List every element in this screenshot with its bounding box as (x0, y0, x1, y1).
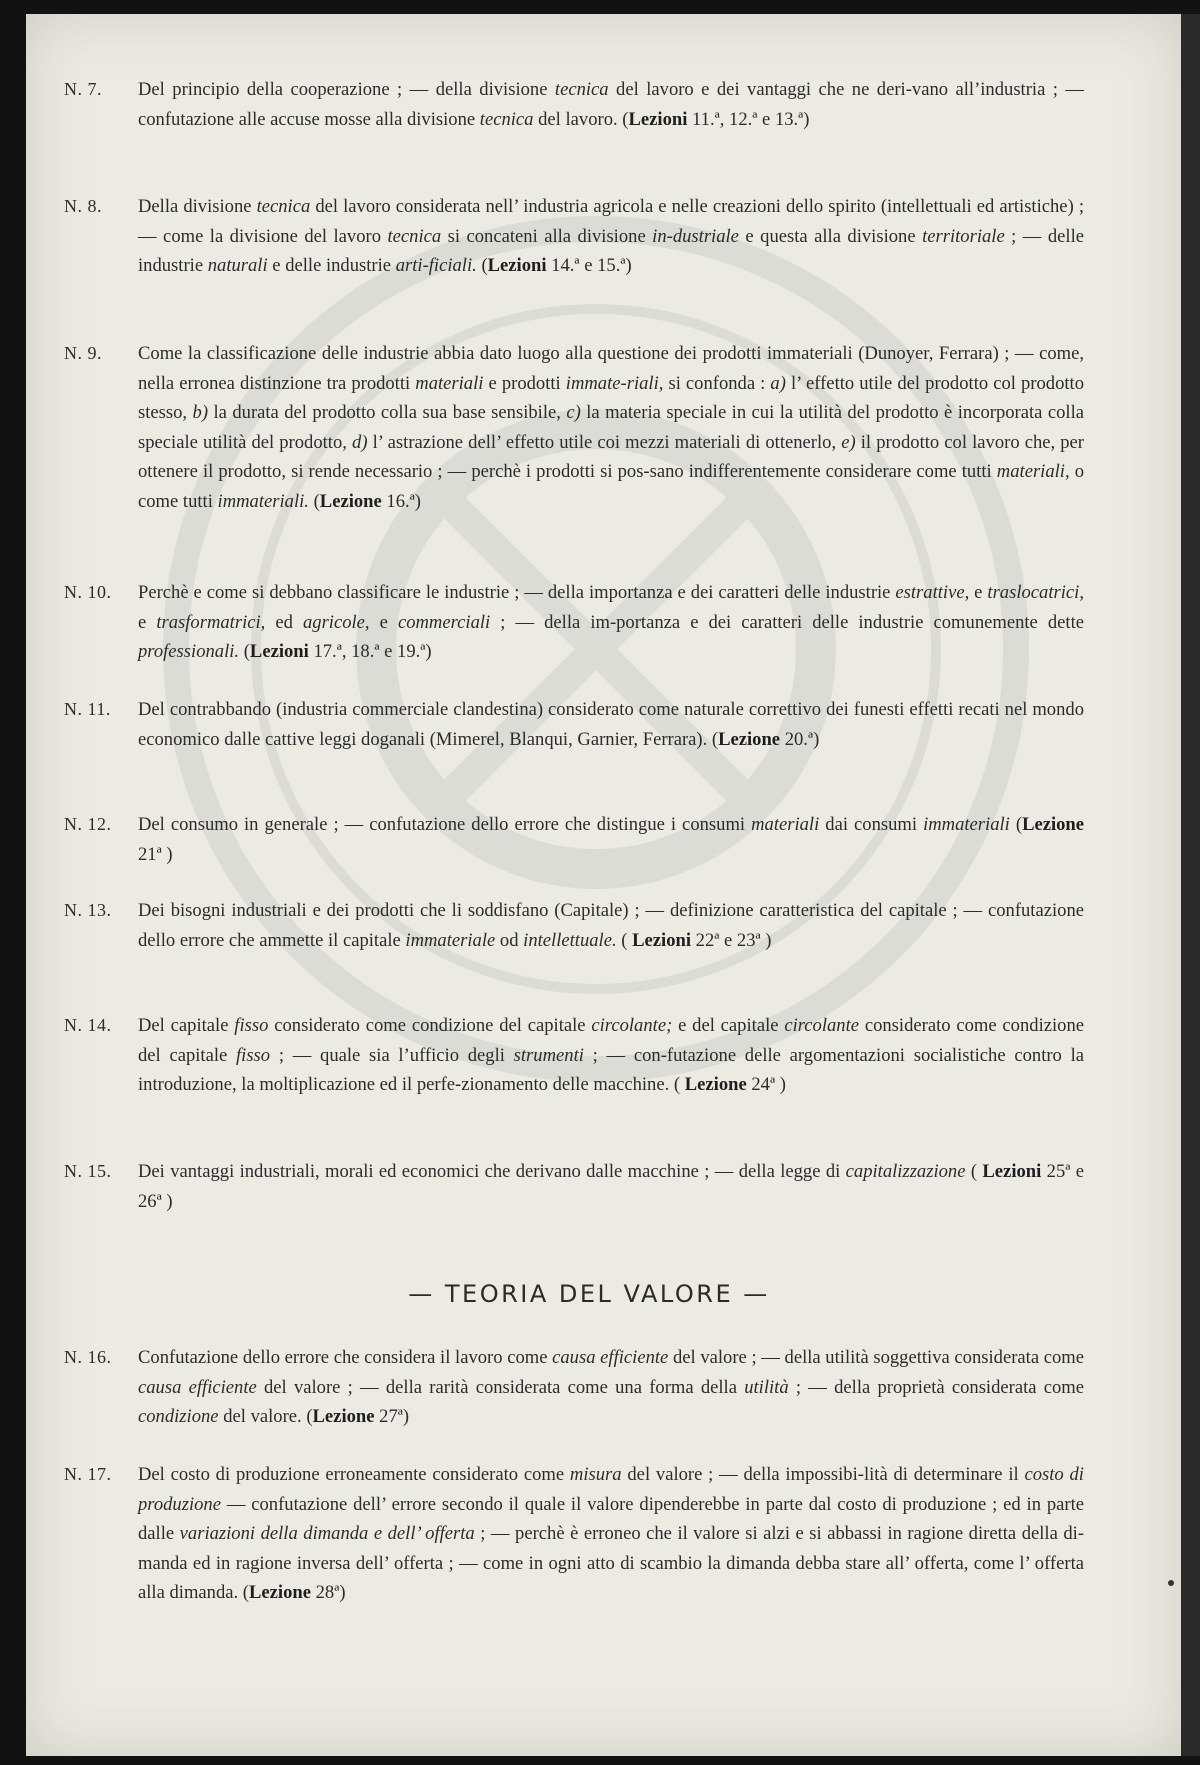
entry-text: Del contrabbando (industria commerciale clandestina) considerato come naturale correttivo dei funesti effetti recati nel mondo economico dalle cattive leggi doganali (Mimerel, Blanqui, Garnier, Ferrara). (Lezione 20.ª) (138, 699, 1084, 750)
entry-text: Del consumo in generale ; — confutazione dello errore che distingue i consumi materiali dai consumi immateriali (Lezione 21ª ) (138, 814, 1085, 865)
entry-number: N. 14. (64, 1015, 112, 1035)
entry-number: N. 13. (64, 900, 112, 920)
entry-text: Perchè e come si debbano classificare le industrie ; — della importanza e dei caratteri delle industrie estrattive, e traslocatrici, e trasformatrici, ed agricole, e commerciali ; — della im-portanza e dei caratteri delle industrie comunemente dette professionali. (Lezioni 17.ª, 18.ª e 19.ª) (138, 582, 1084, 662)
entry-number: N. 12. (64, 814, 112, 834)
entry-text: Dei vantaggi industriali, morali ed economici che derivano dalle macchine ; — della legge di capitalizzazione ( Lezioni 25ª e 26ª ) (138, 1161, 1084, 1212)
entry-text: Del capitale fisso considerato come condizione del capitale circolante; e del capitale circolante considerato come condizione del capitale fisso ; — quale sia l’ufficio degli strumenti ; — con-futazione delle argomentazioni socialistiche contro la introduzione, la moltiplicazione ed il perfe-zionamento delle macchine. ( Lezione 24ª ) (138, 1015, 1085, 1095)
entry-number: N. 7. (64, 79, 102, 99)
ink-spot (1168, 1580, 1174, 1586)
document-sheet (26, 14, 1181, 1756)
entry-text: Confutazione dello errore che considera il lavoro come causa efficiente del valore ; — della utilità soggettiva considerata come causa efficiente del valore ; — della rarità considerata come una forma della utilità ; — della proprietà considerata come condizione del valore. (Lezione 27ª) (138, 1347, 1085, 1427)
entry-text: Come la classificazione delle industrie abbia dato luogo alla questione dei prodotti immateriali (Dunoyer, Ferrara) ; — come, nella erronea distinzione tra prodotti materiali e prodotti immate-riali, si confonda : a) l’ effetto utile del prodotto col prodotto stesso, b) la durata del prodotto colla sua base sensibile, c) la materia speciale in cui la utilità del prodotto è incorporata colla speciale utilità del prodotto, d) l’ astrazione dell’ effetto utile coi mezzi materiali di ottenerlo, e) il prodotto col lavoro che, per ottenere il prodotto, si rende necessario ; — perchè i prodotti si pos-sano indifferentemente considerare come tutti materiali, o come tutti immateriali. (Lezione 16.ª) (138, 343, 1085, 512)
scan-edge (1181, 14, 1200, 1756)
entry-text: Del costo di produzione erroneamente considerato come misura del valore ; — della impossibi-lità di determinare il costo di produzione — confutazione dell’ errore secondo il quale il valore dipenderebbe in parte dal costo di produzione ; ed in parte dalle variazioni della dimanda e dell’ offerta ; — perchè è erroneo che il valore si alzi e si abbassi in ragione diretta della di-manda ed in ragione inversa dell’ offerta ; — come in ogni atto di scambio la dimanda debba stare all’ offerta, come l’ offerta alla dimanda. (Lezione 28ª) (138, 1464, 1084, 1603)
entry-text: Dei bisogni industriali e dei prodotti che li soddisfano (Capitale) ; — definizione caratteristica del capitale ; — confutazione dello errore che ammette il capitale immateriale od intellettuale. ( Lezioni 22ª e 23ª ) (138, 900, 1084, 951)
entry-number: N. 17. (64, 1464, 112, 1484)
section-heading: — TEORIA DEL VALORE — (408, 1280, 770, 1308)
entry-number: N. 15. (64, 1161, 112, 1181)
entry-number: N. 11. (64, 699, 111, 719)
entry-text: Del principio della cooperazione ; — della divisione tecnica del lavoro e dei vantaggi che ne deri-vano all’industria ; — confutazione alle accuse mosse alla divisione tecnica del lavoro. (Lezioni 11.ª, 12.ª e 13.ª) (138, 79, 1084, 130)
entry-number: N. 10. (64, 582, 112, 602)
entry-number: N. 8. (64, 196, 102, 216)
entry-text: Della divisione tecnica del lavoro considerata nell’ industria agricola e nelle creazioni dello spirito (intellettuali ed artistiche) ; — come la divisione del lavoro tecnica si concateni alla divisione in-dustriale e questa alla divisione territoriale ; — delle industrie naturali e delle industrie arti-ficiali. (Lezioni 14.ª e 15.ª) (138, 196, 1085, 276)
entry-number: N. 9. (64, 343, 102, 363)
entry-number: N. 16. (64, 1347, 112, 1367)
